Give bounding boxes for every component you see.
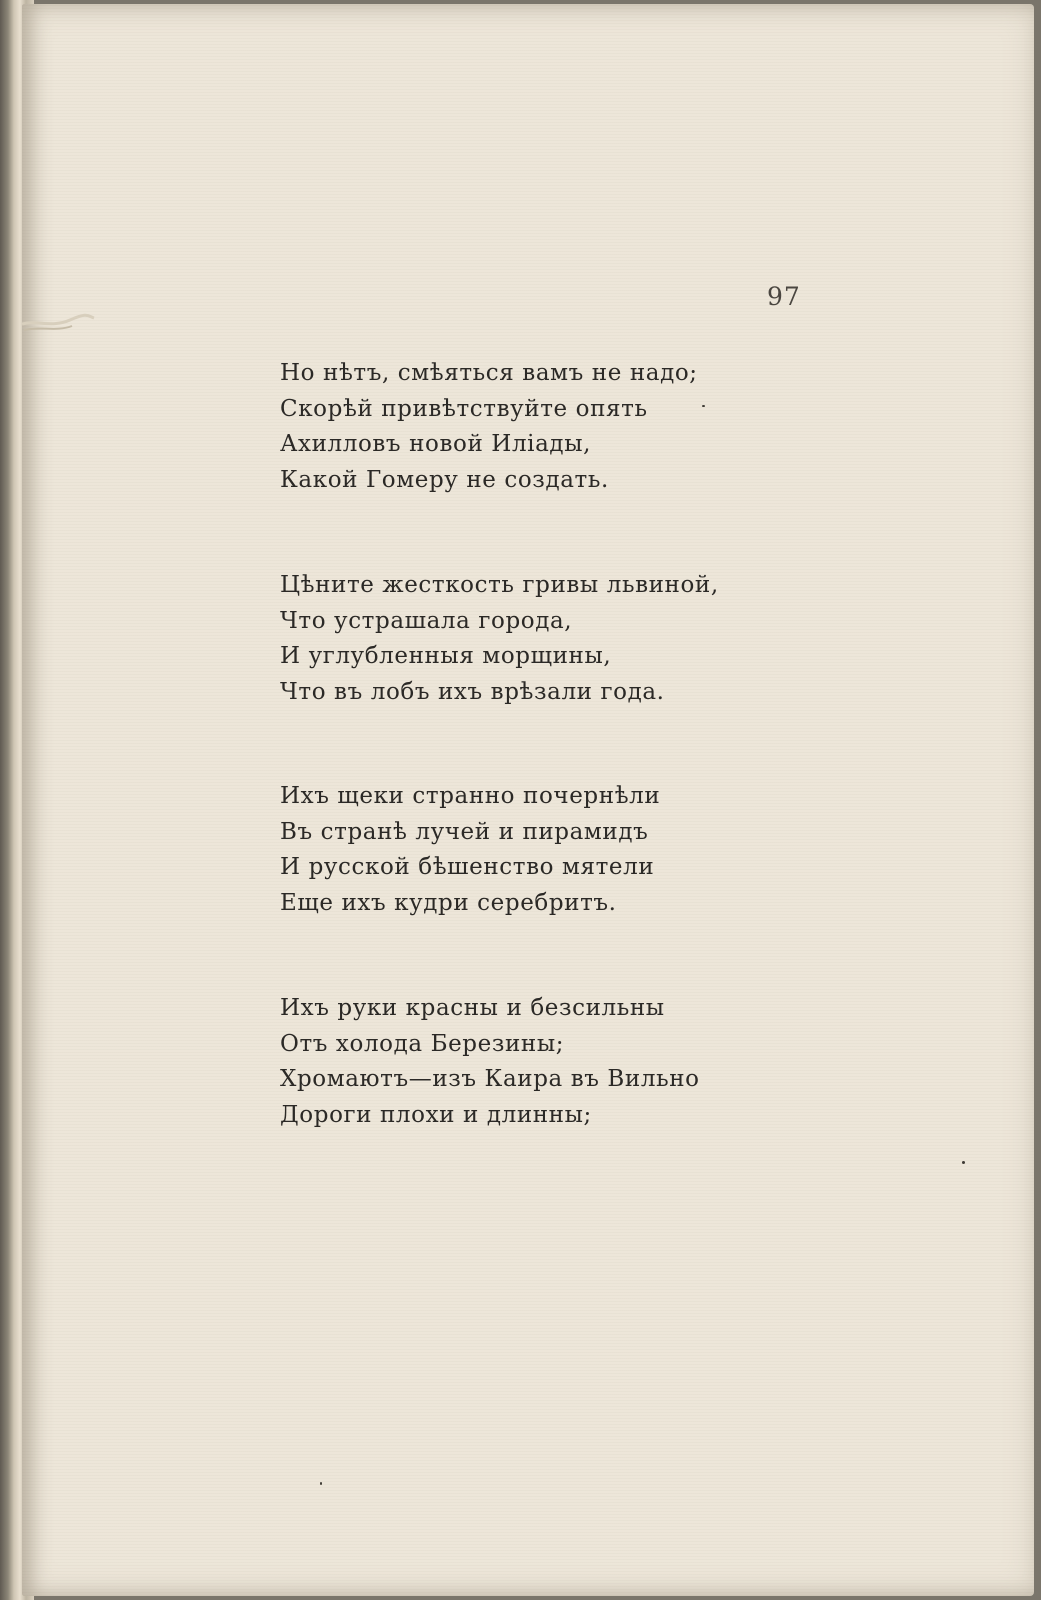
stanza-3: [280, 779, 840, 921]
paper-speck: [962, 1161, 965, 1164]
stanza-2: [280, 568, 840, 710]
stanza-4: [280, 991, 840, 1133]
verse-line: Ахилловъ новой Иліады,: [280, 431, 592, 457]
page-number: 97: [767, 282, 801, 311]
verse-line: И углубленныя морщины,: [280, 643, 612, 669]
verse-line: Хромаютъ—изъ Каира въ Вильно: [280, 1066, 700, 1092]
verse-line: Что въ лобъ ихъ врѣзали года.: [280, 678, 665, 705]
verse-line: Ихъ руки красны и безсильны: [280, 995, 665, 1021]
verse-line: Въ странѣ лучей и пирамидъ: [280, 818, 649, 845]
verse-line: Дороги плохи и длинны;: [280, 1101, 592, 1128]
binding-thread: [22, 310, 96, 340]
verse-line: Какой Гомеру не создать.: [280, 466, 609, 493]
verse-line: Еще ихъ кудри серебритъ.: [280, 889, 617, 916]
verse-line: И русской бѣшенство мятели: [280, 854, 655, 880]
verse-line: Цѣните жесткость гривы львиной,: [280, 572, 719, 598]
verse-line: Что устрашала города,: [280, 607, 573, 634]
verse-line: Но нѣтъ, смѣяться вамъ не надо;: [280, 360, 698, 386]
verse-line: Отъ холода Березины;: [280, 1030, 565, 1057]
paper-speck: [320, 1482, 322, 1485]
paper-speck: [702, 405, 705, 407]
verse-line: Скорѣй привѣтствуйте опять: [280, 395, 648, 422]
page: [22, 4, 1034, 1596]
verse-line: Ихъ щеки странно почернѣли: [280, 783, 661, 809]
stanza-1: [280, 356, 840, 498]
